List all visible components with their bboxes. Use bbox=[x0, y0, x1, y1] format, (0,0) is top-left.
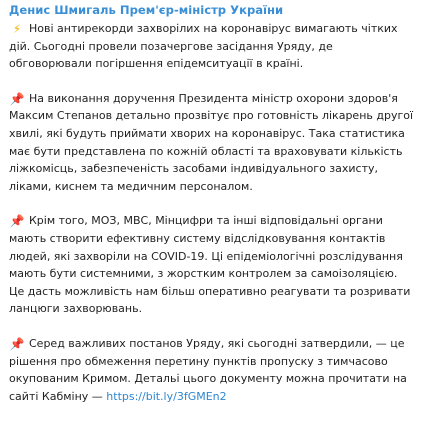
pushpin-icon: 📌 bbox=[9, 214, 25, 229]
paragraph-gap bbox=[9, 318, 415, 335]
post-paragraph-4 bbox=[9, 335, 415, 405]
paragraph-text: На виконання доручення Президента міністр охорони здоров'я Максим Степанов детально прозвітує про готовність лікарень другої хвилі, які будуть приймати хворих на коронавірус. Така статистика має бути представлена по кожній області та враховувати кількість ліжкомісць, забезпеченість засобами індивідуального захисту, ліками, киснем та медичним персоналом. bbox=[9, 91, 414, 193]
paragraph-gap bbox=[9, 73, 415, 90]
pushpin-icon: 📌 bbox=[9, 91, 25, 106]
cabinet-link[interactable]: https://bit.ly/3fGMEn2 bbox=[106, 389, 227, 403]
post-paragraph-1 bbox=[9, 20, 415, 73]
paragraph-text: Нові антирекорди захворілих на коронавірус вимагають чітких дій. Сьогодні провели позачергове засідання Уряду, де обговорювали погіршення епідемситуації в країні. bbox=[9, 22, 398, 71]
channel-name[interactable]: Денис Шмигаль Прем'єр-міністр України bbox=[9, 3, 284, 17]
paragraph-gap bbox=[9, 195, 415, 212]
pushpin-icon: 📌 bbox=[9, 336, 25, 351]
post-paragraph-2 bbox=[9, 90, 415, 196]
paragraph-text: Крім того, МОЗ, МВС, Мінцифри та інші відповідальні органи мають створити ефективну систему відслідковування контактів людей, які захворіли на COVID-19. Ці епідеміологічні розслідування мають бути системними, з жорстким контролем за самоізоляцією. Це дасть можливість нам більш оперативно реагувати та розривати ланцюги захворювань. bbox=[9, 214, 411, 316]
paragraph-text: Серед важливих постанов Уряду, які сьогодні затвердили, — це рішення про обмеження перетину пунктів пропуску з тимчасово окупованим Кримом. Детальі цього документу можна прочитати на сайті Кабміну — bbox=[9, 336, 407, 403]
lightning-icon: ⚡ bbox=[12, 22, 22, 36]
post-paragraph-3 bbox=[9, 212, 415, 318]
